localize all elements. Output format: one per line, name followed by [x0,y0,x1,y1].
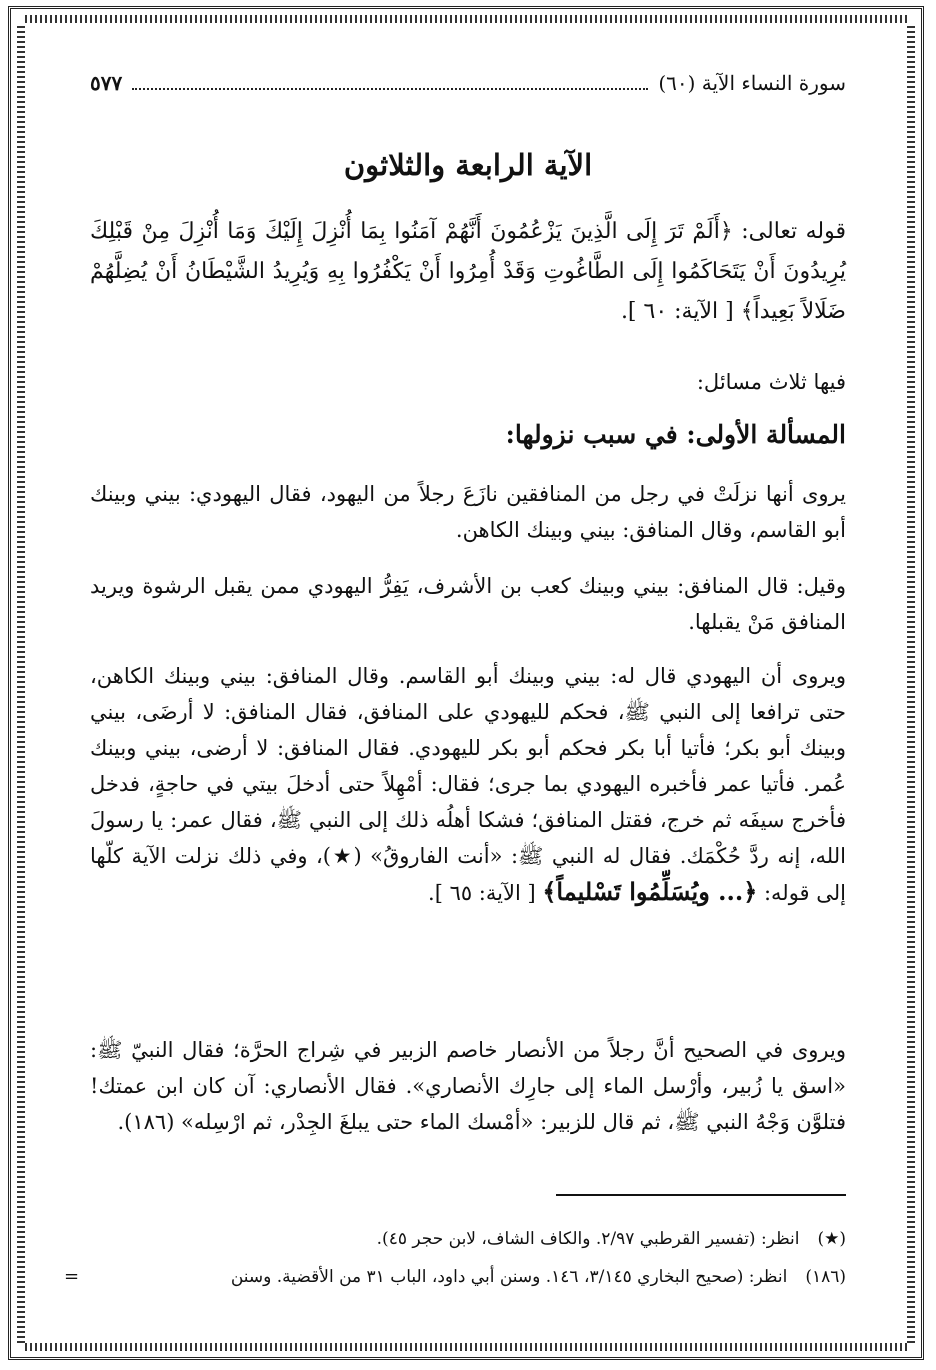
verse-block [90,212,846,332]
footnote-2-text: انظر: (صحيح البخاري ٣/١٤٥، ١٤٦. وسنن أبي داود، الباب ٣١ من الأقضية. وسنن [230,1267,788,1287]
border-ornament-right [907,23,915,1343]
paragraph-3-quote: ﴿... ويُسَلِّمُوا تَسْليماً﴾ [542,877,758,906]
page-content [64,0,846,1370]
paragraph-3-reference: [ الآية: ٦٥ ]. [428,881,543,905]
issues-intro: فيها ثلاث مسائل: [696,370,846,394]
footnote-1 [90,1224,846,1254]
paragraph-2: وقيل: قال المنافق: بيني وبينك كعب بن الأشرف، يَفِرُّ اليهودي ممن يقبل الرشوة ويريد المنافق مَنْ يقبلها. [90,574,846,634]
footnote-1-text: انظر: (تفسير القرطبي ٢/٩٧. والكاف الشاف، لابن حجر ٤٥). [376,1229,800,1249]
section-title: الآية الرابعة والثلاثون [343,148,593,182]
paragraph-3-text: ويروى أن اليهودي قال له: بيني وبينك أبو القاسم. وقال المنافق: بيني وبينك الكاهن، حتى ترافعا إلى النبي ﷺ، فحكم لليهودي على المنافق، فقال المنافق: لا أرضَى، بيني وبينك أبو بكر؛ فأتيا أبا بكر فحكم أبو بكر لليهودي. فقال المنافق: لا أرضى، بيني وبينك عُمر. فأتيا عمر فأخبره اليهودي بما جرى؛ فقال: أمْهِلاً حتى أدخلَ بيتي في حاجةٍ، فدخل فأخرج سيفَه ثم خرج، فقتل المنافق؛ فشكا أهلُه ذلك إلى النبي ﷺ، فقال عمر: يا رسولَ الله، إنه ردَّ حُكْمَك. فقال له النبي ﷺ: «أنت الفاروقُ» (★)، وفي ذلك نزلت الآية كلّها إلى قوله: [90,664,846,905]
continuation-mark: = [64,1266,80,1287]
paragraph-1: يروى أنها نزلَتْ في رجل من المنافقين نازَعَ رجلاً من اليهود، فقال اليهودي: بيني وبينك أبو القاسم، وقال المنافق: بيني وبينك الكاهن. [90,482,846,542]
paragraph-4: ويروى في الصحيح أنَّ رجلاً من الأنصار خاصم الزبير في شِراج الحرَّة؛ فقال النبيّ ﷺ: «اسق يا زُبير، وأرْسل الماء إلى جارِك الأنصاري». فقال الأنصاري: آن كان ابن عمتك! فتلوَّن وَجْهُ النبي ﷺ، ثم قال للزبير: «أمْسك الماء حتى يبلغَ الجِدْر، ثم ارْسِله» (١٨٦). [90,1038,846,1134]
header-title: سورة النساء الآية (٦٠) [658,71,846,95]
header-leader-dots [132,76,648,90]
running-header [90,66,846,100]
footnote-1-mark: (★) [817,1229,846,1249]
verse-text: ﴿أَلَمْ تَرَ إِلَى الَّذِينَ يَزْعُمُونَ أَنَّهُمْ آمَنُوا بِمَا أُنْزِلَ إِلَيْكَ وَمَا أُنْزِلَ مِنْ قَبْلِكَ يُرِيدُونَ أَنْ يَتَحَاكَمُوا إِلَى الطَّاغُوتِ وَقَدْ أُمِرُوا أَنْ يَكْفُرُوا بِهِ وَيُرِيدُ الشَّيْطَانُ أَنْ يُضِلَّهُمْ ضَلَالاً بَعِيداً﴾ [90,219,846,324]
page-number: ٥٧٧ [90,71,123,95]
footnote-2-mark: (١٨٦) [805,1267,846,1287]
issue-one-heading: المسألة الأولى: في سبب نزولها: [505,420,846,449]
footnote-2 [90,1262,846,1292]
verse-intro: قوله تعالى: [732,219,846,244]
verse-reference: [ الآية: ٦٠ ]. [620,299,741,324]
paragraph-3 [90,658,846,911]
footnote-separator [556,1194,846,1196]
border-ornament-left [17,23,25,1343]
